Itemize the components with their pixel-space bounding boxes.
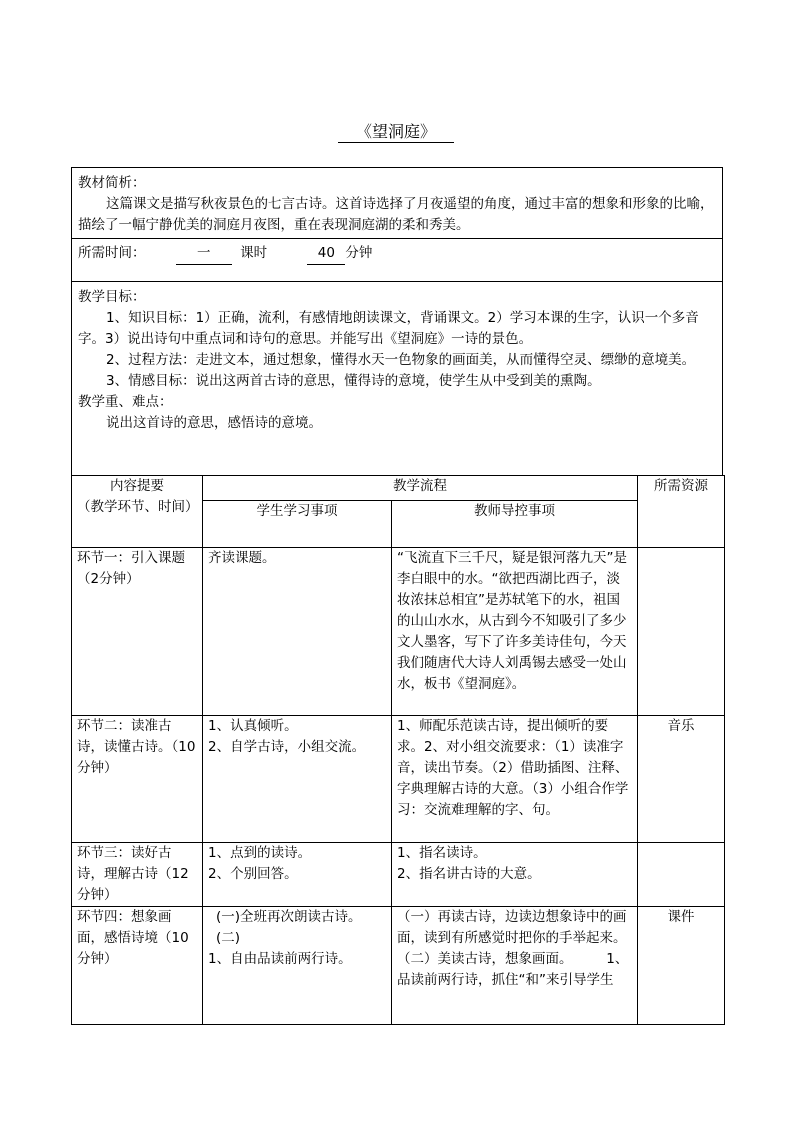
hours-value: 一	[176, 243, 232, 265]
goal-knowledge: 1、知识目标：1）正确，流利，有感情地朗读课文，背诵课文。2）学习本课的生字，认识一个多音字。3）说出诗句中重点词和诗句的意思。并能写出《望洞庭》一诗的景色。	[78, 310, 699, 347]
minutes-unit: 分钟	[345, 245, 373, 261]
goals-section	[71, 281, 723, 476]
student-cell: 1、认真倾听。 2、自学古诗，小组交流。	[203, 716, 392, 843]
phase-cell: 环节四：想象画面，感悟诗境（10分钟）	[72, 907, 203, 1025]
table-row	[72, 843, 725, 907]
phase-cell: 环节一：引入课题（2分钟）	[72, 548, 203, 716]
header-student: 学生学习事项	[203, 501, 392, 548]
page-title: 《望洞庭》	[338, 122, 454, 143]
student-cell: 齐读课题。	[203, 548, 392, 716]
resource-cell: 课件	[638, 907, 725, 1025]
teacher-cell: 1、师配乐范读古诗，提出倾听的要求。2、对小组交流要求：（1）读准字音，读出节奏。（2）借助插图、注释、字典理解古诗的大意。（3）小组合作学习：交流难理解的字、句。	[392, 716, 638, 843]
resource-cell	[638, 843, 725, 907]
header-content-sub: （教学环节、时间）	[77, 499, 199, 515]
time-label: 所需时间：	[78, 245, 146, 261]
phase-cell: 环节三：读好古诗，理解古诗（12分钟）	[72, 843, 203, 907]
hours-unit: 课时	[240, 245, 268, 261]
table-row	[72, 907, 725, 1025]
header-resources: 所需资源	[638, 476, 725, 548]
table-row	[72, 716, 725, 843]
key-points-text: 说出这首诗的意思，感悟诗的意境。	[106, 415, 322, 431]
goal-emotion: 3、情感目标：说出这两首古诗的意思，懂得诗的意境，使学生从中受到美的熏陶。	[106, 373, 601, 389]
material-section	[71, 167, 723, 239]
minutes-value: 40	[307, 243, 345, 265]
time-section	[71, 238, 723, 282]
phase-cell: 环节二：读准古诗，读懂古诗。（10分钟）	[72, 716, 203, 843]
key-points-label: 教学重、难点：	[78, 394, 173, 410]
material-label: 教材简析：	[78, 175, 146, 191]
teaching-flow-table	[71, 475, 725, 1025]
teacher-cell: 1、指名读诗。 2、指名讲古诗的大意。	[392, 843, 638, 907]
material-text: 这篇课文是描写秋夜景色的七言古诗。这首诗选择了月夜遥望的角度，通过丰富的想象和形象的比喻，描绘了一幅宁静优美的洞庭月夜图，重在表现洞庭湖的柔和秀美。	[78, 196, 714, 233]
resource-cell: 音乐	[638, 716, 725, 843]
header-content: 内容提要 （教学环节、时间）	[72, 476, 203, 548]
table-row	[72, 548, 725, 716]
teacher-cell: （一）再读古诗，边读边想象诗中的画面，读到有所感觉时把你的手举起来。（二）美读古诗，想象画面。 1、品读前两行诗，抓住“和”来引导学生	[392, 907, 638, 1025]
resource-cell	[638, 548, 725, 716]
student-cell: 1、点到的读诗。 2、个别回答。	[203, 843, 392, 907]
goal-process: 2、过程方法：走进文本，通过想象，懂得水天一色物象的画面美，从而懂得空灵、缥缈的意境美。	[106, 352, 696, 368]
header-flow: 教学流程	[203, 476, 638, 501]
teacher-cell: “飞流直下三千尺，疑是银河落九天”是李白眼中的水。“欲把西湖比西子，淡妆浓抹总相宜”是苏轼笔下的水，祖国的山山水水，从古到今不知吸引了多少文人墨客，写下了许多美诗佳句，今天我们随唐代大诗人刘禹锡去感受一处山水，板书《望洞庭》。	[392, 548, 638, 716]
goals-label: 教学目标：	[78, 289, 146, 305]
student-cell: (一)全班再次朗读古诗。 (二) 1、自由品读前两行诗。	[203, 907, 392, 1025]
header-teacher: 教师导控事项	[392, 501, 638, 548]
